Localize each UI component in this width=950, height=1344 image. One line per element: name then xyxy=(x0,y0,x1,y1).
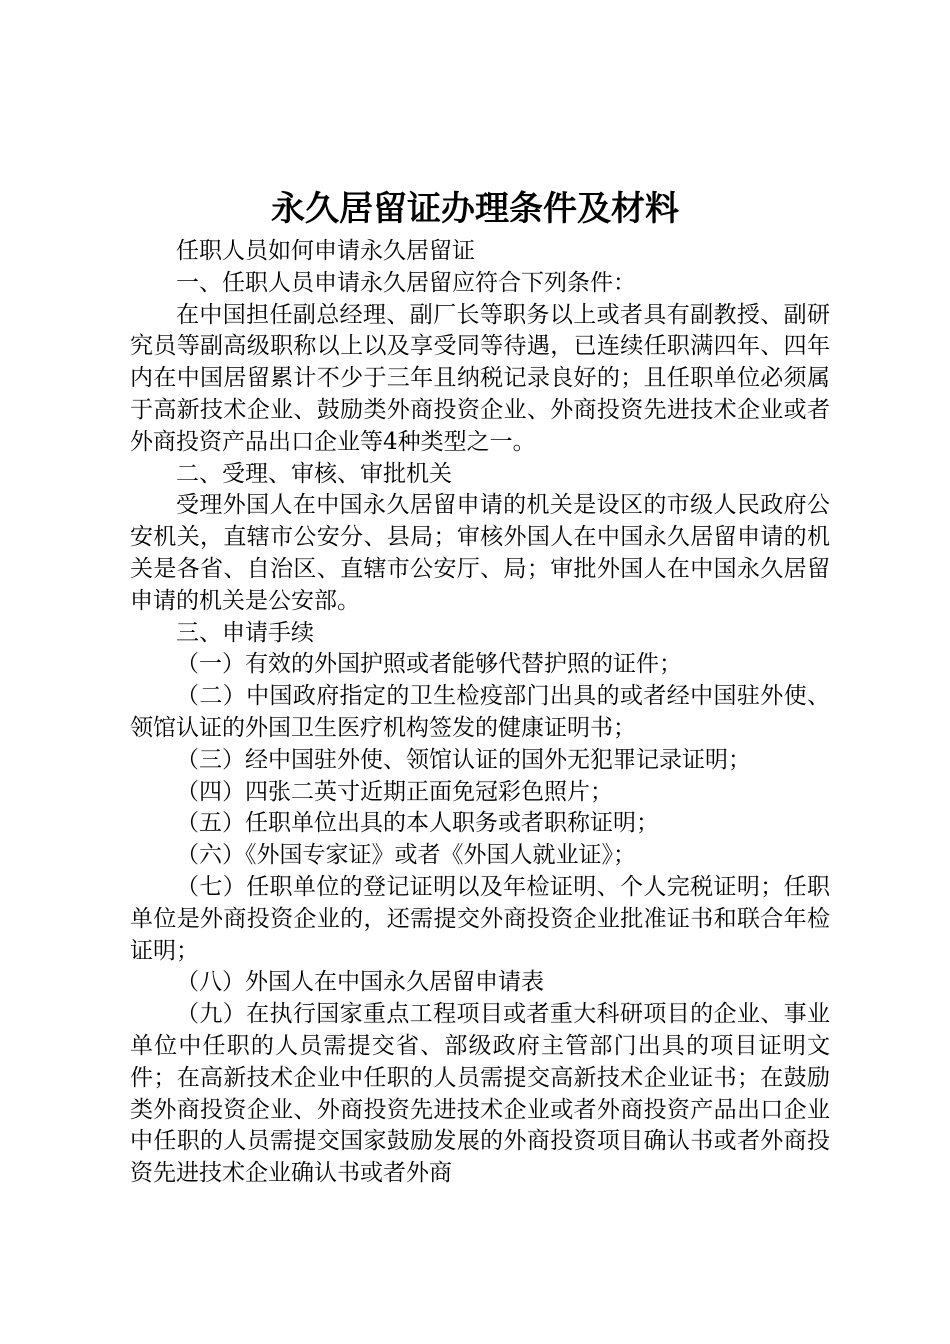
document-body xyxy=(130,236,830,1190)
list-item: （八）外国人在中国永久居留申请表 xyxy=(176,969,544,996)
paragraph-subtitle: 任职人员如何申请永久居留证 xyxy=(176,238,475,264)
document-title: 永久居留证办理条件及材料 xyxy=(271,189,679,229)
list-item: （一）有效的外国护照或者能够代替护照的证件； xyxy=(176,651,682,678)
list-item: （五）任职单位出具的本人职务或者职称证明； xyxy=(176,810,659,837)
list-item: （二）中国政府指定的卫生检疫部门出具的或者经中国驻外使、领馆认证的外国卫生医疗机构签发的健康证明书； xyxy=(130,683,830,741)
section-heading-conditions: 一、任职人员申请永久居留应符合下列条件： xyxy=(176,269,636,296)
paragraph-conditions: 在中国担任副总经理、副厂长等职务以上或者具有副教授、副研究员等副高级职称以上以及享受同等待遇，已连续任职满四年、四年内在中国居留累计不少于三年且纳税记录良好的；且任职单位必须属于高新技术企业、鼓励类外商投资企业、外商投资先进技术企业或者外商投资产品出口企业等4种类型之一。 xyxy=(130,301,830,455)
section-heading-procedures: 三、申请手续 xyxy=(176,619,314,646)
section-heading-authorities: 二、受理、审核、审批机关 xyxy=(176,460,452,487)
paragraph-authorities: 受理外国人在中国永久居留申请的机关是设区的市级人民政府公安机关，直辖市公安分、县局；审核外国人在中国永久居留申请的机关是各省、自治区、直辖市公安厅、局；审批外国人在中国永久居留申请的机关是公安部。 xyxy=(130,492,830,614)
list-item: （六）《外国专家证》或者《外国人就业证》； xyxy=(176,842,636,869)
list-item: （七）任职单位的登记证明以及年检证明、个人完税证明；任职单位是外商投资企业的，还需提交外商投资企业批准证书和联合年检证明； xyxy=(130,873,830,964)
list-item: （三）经中国驻外使、领馆认证的国外无犯罪记录证明； xyxy=(176,746,751,773)
list-item: （九）在执行国家重点工程项目或者重大科研项目的企业、事业单位中任职的人员需提交省、部级政府主管部门出具的项目证明文件；在高新技术企业中任职的人员需提交高新技术企业证书；在鼓励类外商投资企业、外商投资先进技术企业或者外商投资产品出口企业中任职的人员需提交国家鼓励发展的外商投资项目确认书或者外商投资先进技术企业确认书或者外商 xyxy=(130,1001,830,1187)
list-item: （四）四张二英寸近期正面免冠彩色照片； xyxy=(176,778,613,805)
